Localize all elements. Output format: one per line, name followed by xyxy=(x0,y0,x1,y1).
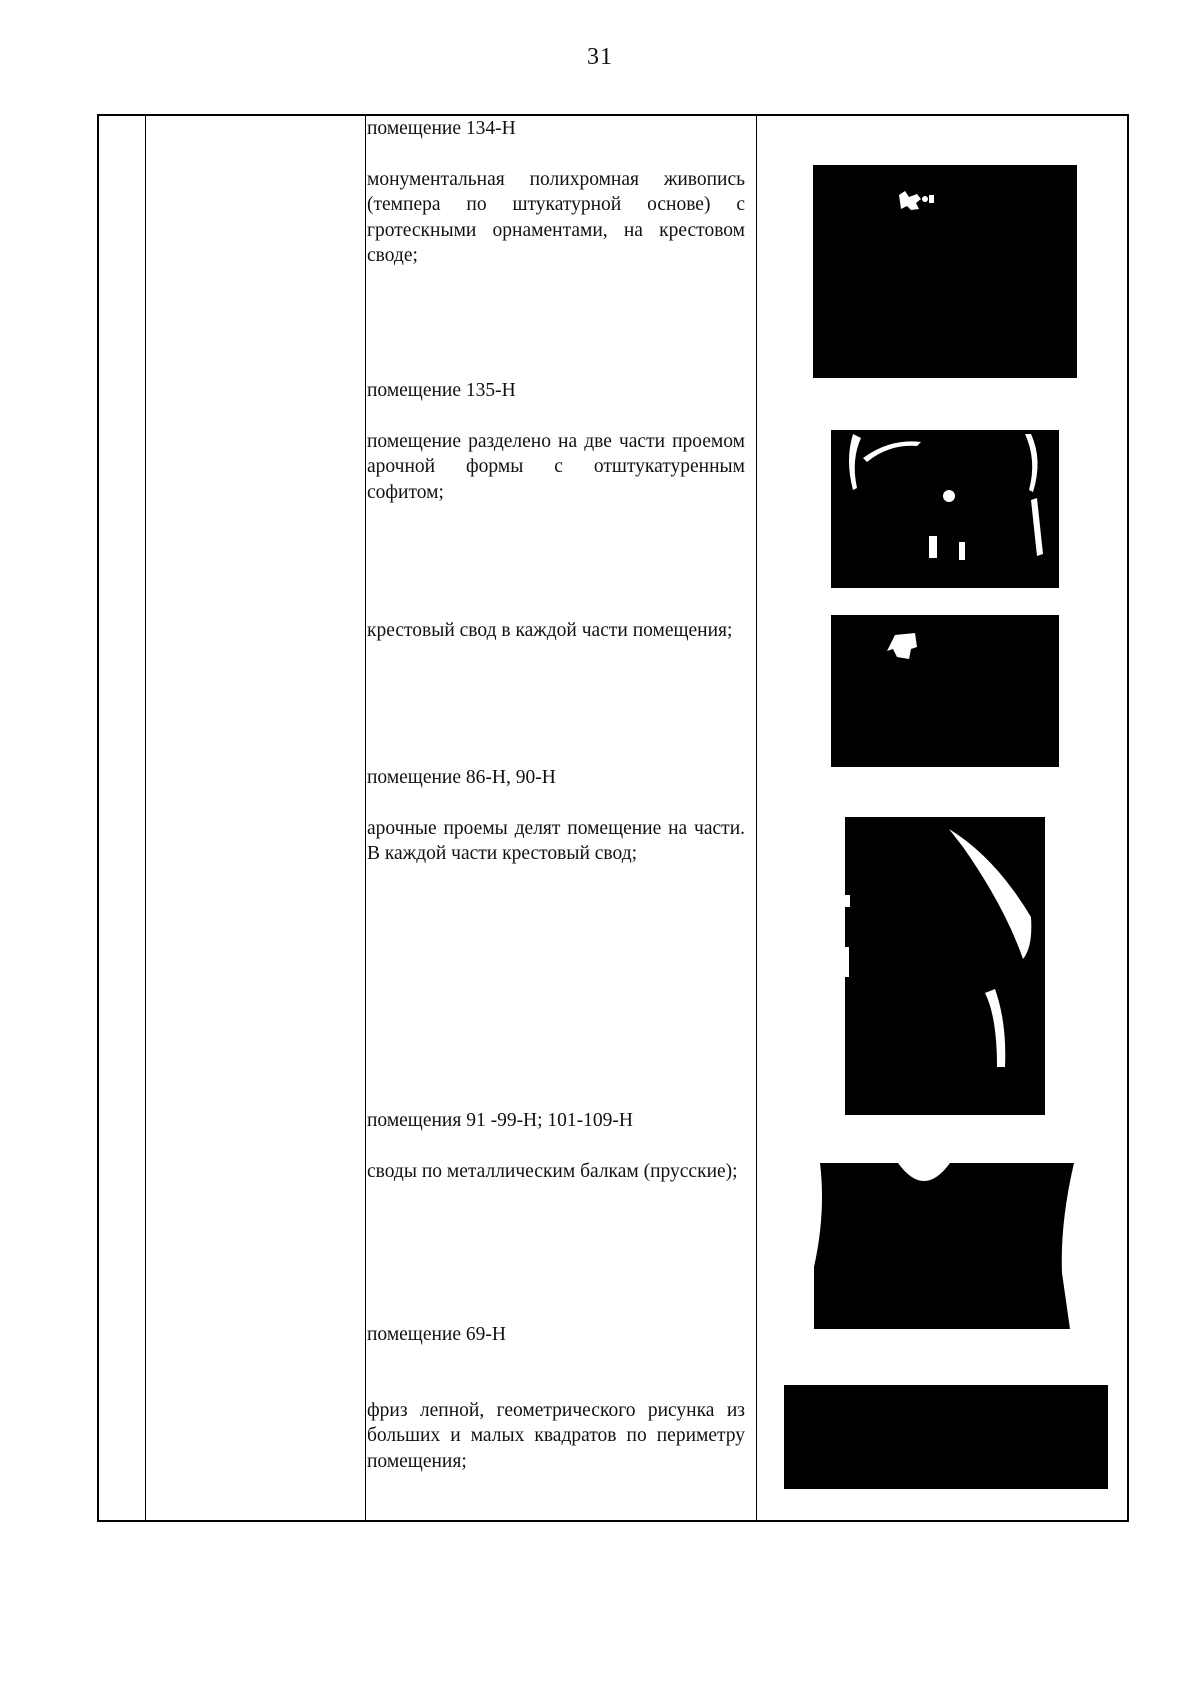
room-description: помещение разделено на две части проемом арочной формы с отштукатуренным софитом; xyxy=(367,430,745,503)
inventory-table xyxy=(97,114,1129,1522)
description-column xyxy=(367,116,745,1520)
room-title: помещение 86-Н, 90-Н xyxy=(367,767,556,788)
photo-arched-openings xyxy=(845,817,1045,1115)
room-description: фриз лепной, геометрического рисунка из больших и малых квадратов по периметру помещения; xyxy=(367,1399,745,1472)
room-title: помещение 134-Н xyxy=(367,118,516,139)
entry-room-86-90 xyxy=(367,765,745,867)
photo-painted-vault-image xyxy=(813,165,1077,378)
photo-cross-vault-image xyxy=(831,615,1059,767)
entry-room-134 xyxy=(367,116,745,269)
column-divider-1 xyxy=(145,116,146,1520)
photo-cross-vault xyxy=(831,615,1059,767)
photo-prussian-vaults xyxy=(814,1163,1074,1329)
photo-column xyxy=(758,116,1131,1520)
photo-arched-opening-image xyxy=(831,430,1059,588)
column-divider-2 xyxy=(365,116,366,1520)
page-number: 31 xyxy=(587,44,613,70)
room-title: помещения 91 -99-Н; 101-109-Н xyxy=(367,1110,634,1131)
entry-room-135 xyxy=(367,378,745,505)
room-description: арочные проемы делят помещение на части. В каждой части крестовый свод; xyxy=(367,817,745,864)
photo-stucco-frieze xyxy=(784,1385,1108,1489)
entry-room-135-vault xyxy=(367,618,745,644)
photo-arched-openings-image xyxy=(845,817,1045,1115)
column-divider-3 xyxy=(756,116,757,1520)
room-description: монументальная полихромная живопись (темпера по штукатурной основе) с гротескными орнаментами, на крестовом своде; xyxy=(367,168,745,266)
photo-prussian-vaults-image xyxy=(814,1163,1074,1329)
room-title: помещение 69-Н xyxy=(367,1324,506,1345)
entry-room-69 xyxy=(367,1322,745,1474)
entry-rooms-91-109 xyxy=(367,1108,745,1184)
room-description: крестовый свод в каждой части помещения; xyxy=(367,620,733,641)
photo-arched-opening xyxy=(831,430,1059,588)
photo-painted-vault xyxy=(813,165,1077,378)
room-title: помещение 135-Н xyxy=(367,380,516,401)
room-description: своды по металлическим балкам (прусские); xyxy=(367,1160,738,1182)
